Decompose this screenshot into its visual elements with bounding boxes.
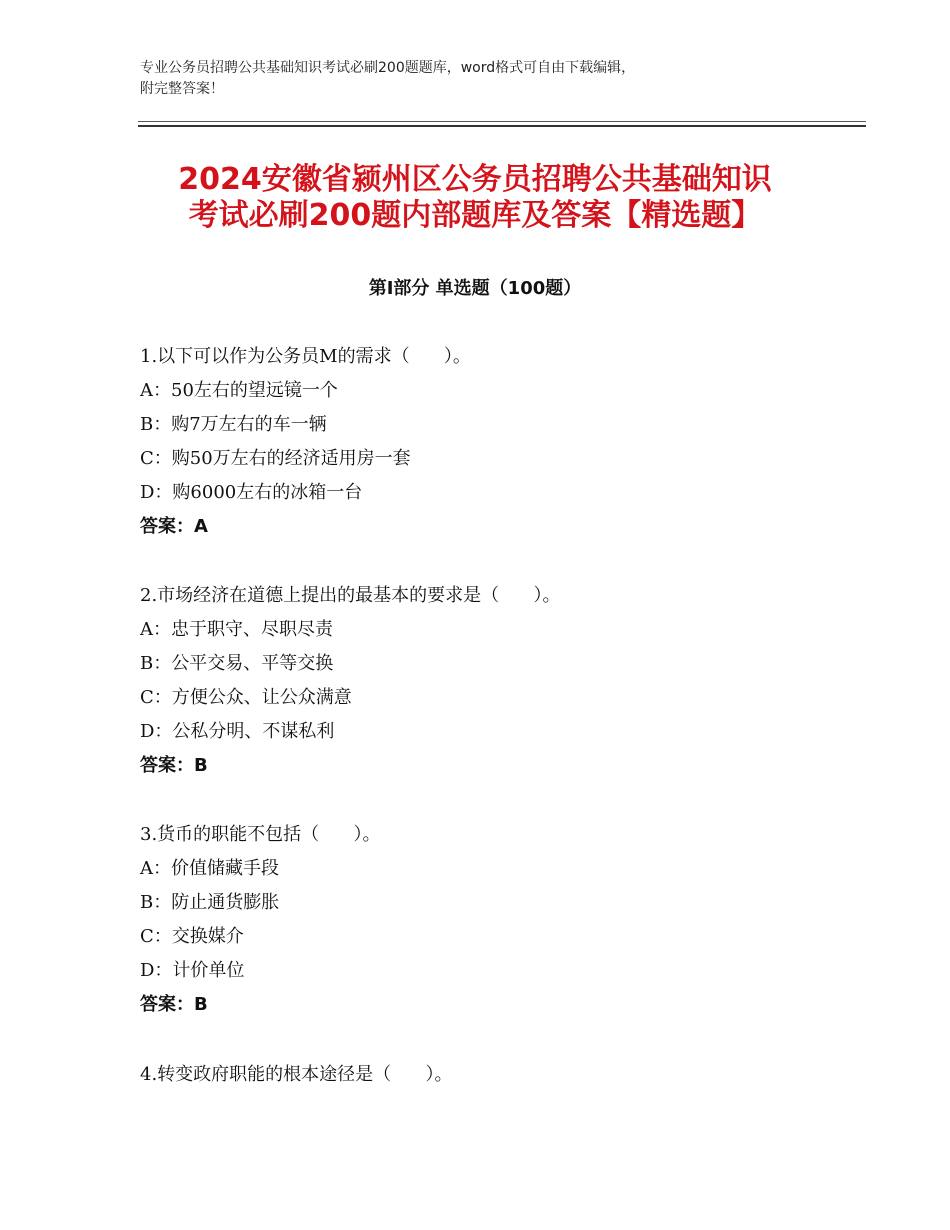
header-note (140, 58, 820, 100)
answer-label: 答案：A (140, 516, 208, 537)
question-block (140, 1058, 860, 1092)
document-title-line1: 2024安徽省颍州区公务员招聘公共基础知识 (178, 162, 772, 197)
option-b: B：公平交易、平等交换 (140, 653, 334, 674)
question-stem: 3.货币的职能不包括（ ）。 (140, 824, 381, 845)
option-d: D：公私分明、不谋私利 (140, 721, 335, 742)
option-a: A：价值储藏手段 (140, 858, 279, 879)
option-d: D：计价单位 (140, 960, 245, 981)
option-d: D：购6000左右的冰箱一台 (140, 482, 363, 503)
option-c: C：交换媒介 (140, 926, 244, 947)
question-stem: 2.市场经济在道德上提出的最基本的要求是（ ）。 (140, 585, 561, 606)
question-stem: 4.转变政府职能的根本途径是（ ）。 (140, 1064, 453, 1085)
option-a: A：忠于职守、尽职尽责 (140, 619, 333, 640)
option-c: C：购50万左右的经济适用房一套 (140, 448, 411, 469)
answer-label: 答案：B (140, 755, 208, 776)
header-note-line2: 附完整答案！ (140, 81, 224, 97)
divider-thick (138, 125, 866, 127)
question-block (140, 579, 860, 783)
option-b: B：购7万左右的车一辆 (140, 414, 327, 435)
document-title-line2: 考试必刷200题内部题库及答案【精选题】 (188, 198, 762, 233)
option-c: C：方便公众、让公众满意 (140, 687, 352, 708)
section-heading: 第Ⅰ部分 单选题（100题） (368, 278, 582, 299)
answer-label: 答案：B (140, 994, 208, 1015)
divider-thin (138, 121, 866, 122)
option-a: A：50左右的望远镜一个 (140, 380, 338, 401)
header-note-line1: 专业公务员招聘公共基础知识考试必刷200题题库，word格式可自由下载编辑， (140, 60, 636, 76)
question-stem: 1.以下可以作为公务员M的需求（ ）。 (140, 346, 471, 367)
option-b: B：防止通货膨胀 (140, 892, 280, 913)
question-block (140, 818, 860, 1022)
question-block (140, 340, 860, 544)
